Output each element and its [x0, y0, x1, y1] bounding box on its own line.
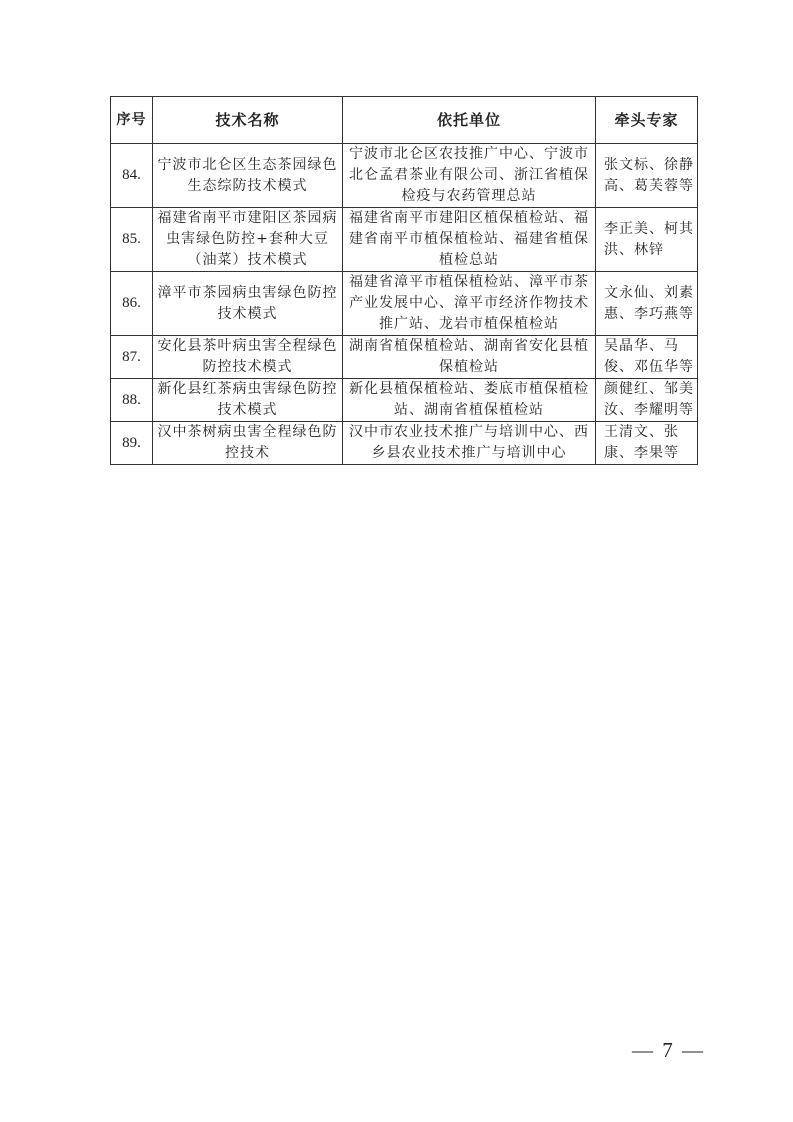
- technology-table: [110, 96, 698, 465]
- row-supporting-unit: 湖南省植保植检站、湖南省安化县植保植检站: [343, 336, 596, 379]
- row-technology-name: 汉中茶树病虫害全程绿色防控技术: [153, 422, 343, 465]
- row-lead-expert: 吴晶华、马俊、邓伍华等: [596, 336, 698, 379]
- row-lead-expert: 王清文、张康、李果等: [596, 422, 698, 465]
- table-row: [111, 422, 698, 465]
- row-lead-expert: 李正美、柯其洪、林锌: [596, 208, 698, 272]
- row-supporting-unit: 新化县植保植检站、娄底市植保植检站、湖南省植保植检站: [343, 379, 596, 422]
- row-technology-name: 安化县茶叶病虫害全程绿色防控技术模式: [153, 336, 343, 379]
- header-technology-name: 技术名称: [153, 97, 343, 144]
- table-header-row: [111, 97, 698, 144]
- header-supporting-unit: 依托单位: [343, 97, 596, 144]
- row-serial-number: 89.: [111, 422, 153, 465]
- row-technology-name: 漳平市茶园病虫害绿色防控技术模式: [153, 272, 343, 336]
- table-row: [111, 208, 698, 272]
- row-serial-number: 87.: [111, 336, 153, 379]
- row-supporting-unit: 宁波市北仑区农技推广中心、宁波市北仑孟君茶业有限公司、浙江省植保检疫与农药管理总站: [343, 144, 596, 208]
- table-row: [111, 144, 698, 208]
- row-supporting-unit: 福建省南平市建阳区植保植检站、福建省南平市植保植检站、福建省植保植检总站: [343, 208, 596, 272]
- row-serial-number: 86.: [111, 272, 153, 336]
- table-row: [111, 272, 698, 336]
- page-number: — 7 —: [632, 1038, 705, 1062]
- header-serial-number: 序号: [111, 97, 153, 144]
- row-lead-expert: 张文标、徐静高、葛芙蓉等: [596, 144, 698, 208]
- table-row: [111, 379, 698, 422]
- table-row: [111, 336, 698, 379]
- row-lead-expert: 颜健红、邹美汝、李耀明等: [596, 379, 698, 422]
- row-serial-number: 88.: [111, 379, 153, 422]
- row-technology-name: 新化县红茶病虫害绿色防控技术模式: [153, 379, 343, 422]
- row-serial-number: 85.: [111, 208, 153, 272]
- row-supporting-unit: 福建省漳平市植保植检站、漳平市茶产业发展中心、漳平市经济作物技术推广站、龙岩市植保植检站: [343, 272, 596, 336]
- row-serial-number: 84.: [111, 144, 153, 208]
- row-lead-expert: 文永仙、刘素惠、李巧燕等: [596, 272, 698, 336]
- header-lead-expert: 牵头专家: [596, 97, 698, 144]
- row-technology-name: 宁波市北仑区生态茶园绿色生态综防技术模式: [153, 144, 343, 208]
- row-technology-name: 福建省南平市建阳区茶园病虫害绿色防控+套种大豆（油菜）技术模式: [153, 208, 343, 272]
- row-supporting-unit: 汉中市农业技术推广与培训中心、西乡县农业技术推广与培训中心: [343, 422, 596, 465]
